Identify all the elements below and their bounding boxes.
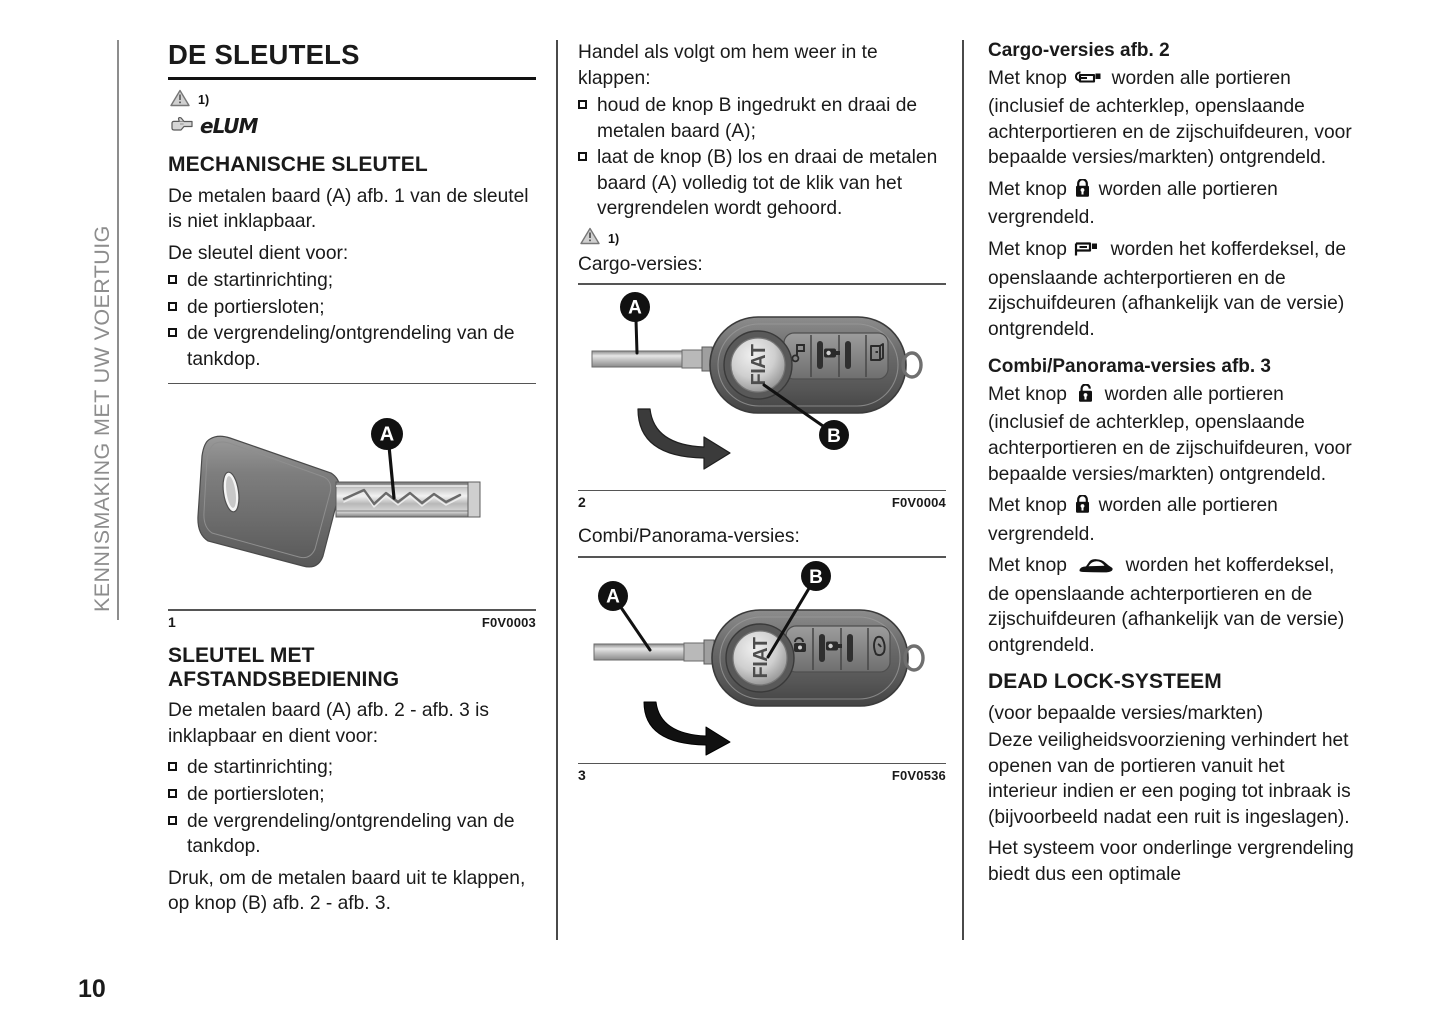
list-item (168, 268, 536, 294)
figure-2-caption (578, 494, 946, 510)
list-item (578, 93, 946, 144)
bullet-list-fold-steps (578, 93, 946, 222)
text-fragment: worden alle portieren (inclusief de achterklep, openslaande achterportieren en de zijschuifdeuren, voor bepaalde versies/markten) ontgrendeld. (988, 383, 1352, 485)
svg-text:B: B (827, 425, 841, 447)
figure-3-rule (578, 763, 946, 765)
figure-3-number: 3 (578, 767, 586, 784)
list-item (168, 321, 536, 372)
figure-2-top-rule (578, 283, 946, 285)
text-fragment: worden het kofferdeksel, de openslaande achterportieren en de zijschuifdeuren (afhankelijk van de versie) ontgrendeld. (988, 555, 1345, 656)
subtitle-cargo-versions: Cargo-versies afb. 2 (988, 40, 1170, 61)
bullet-square-icon (168, 275, 177, 284)
svg-text:A: A (379, 423, 395, 446)
figure-3-code: F0V0536 (891, 768, 946, 784)
list-item-label: de vergrendeling/ontgrendeling van de tankdop. (187, 810, 515, 858)
figure-1-number: 1 (168, 613, 176, 630)
paragraph-cargo-lock (988, 177, 1356, 231)
bullet-list-mechanical (168, 268, 536, 372)
text-fragment: Met knop (988, 178, 1067, 200)
closed-padlock-icon (1074, 179, 1091, 206)
bullet-square-icon (168, 762, 177, 771)
fob-logo-text: FIAT (750, 637, 772, 679)
closed-padlock-icon (1074, 495, 1091, 522)
column-one (168, 40, 536, 923)
paragraph-fold-intro: Handel als volgt om hem weer in te klappen: (578, 42, 878, 89)
label-combi-versions: Combi/Panorama-versies: (578, 526, 800, 548)
text-fragment: Met knop (988, 67, 1067, 89)
column-divider-1 (556, 40, 558, 940)
chapter-rule (117, 40, 119, 620)
list-item (168, 782, 536, 808)
warning-note-row (168, 89, 536, 111)
page-number: 10 (78, 975, 106, 1003)
car-boot-open-icon (1078, 556, 1114, 582)
bullet-square-icon (168, 816, 177, 825)
list-item (168, 809, 536, 860)
paragraph-remote-2: Druk, om de metalen baard uit te klappen, op knop (B) afb. 2 - afb. 3. (168, 867, 526, 915)
list-item (168, 755, 536, 781)
figure-2-rule (578, 490, 946, 492)
list-item-label: de vergrendeling/ontgrendeling van de tankdop. (187, 323, 515, 370)
list-item-label: de startinrichting; (187, 757, 334, 779)
paragraph-combi-boot (988, 553, 1356, 658)
figure-3-caption (578, 767, 946, 783)
text-fragment: worden alle portieren (inclusief de achterklep, openslaande achterportieren en de zijschuifdeuren, voor bepaalde versies/markten) ontgrendeld. (988, 67, 1352, 169)
bullet-square-icon (578, 100, 587, 109)
label-cargo-versions: Cargo-versies: (578, 253, 703, 275)
section-title-mechanical-key: MECHANISCHE SLEUTEL (168, 153, 428, 177)
paragraph-combi-unlock (988, 382, 1356, 487)
page-title: DE SLEUTELS (168, 39, 360, 70)
paragraph-cargo-unlock (988, 66, 1356, 171)
warning-note-ref: 1) (608, 231, 620, 246)
elum-note-row (168, 113, 536, 139)
column-three (988, 40, 1356, 893)
column-divider-2 (962, 40, 964, 940)
text-fragment: Met knop (988, 555, 1067, 577)
open-padlock-icon (1077, 384, 1094, 411)
text-fragment: worden alle portieren vergrendeld. (988, 495, 1278, 545)
bullet-square-icon (578, 152, 587, 161)
figure-2-code: F0V0004 (891, 495, 946, 511)
list-item (578, 145, 946, 222)
figure-1-caption (168, 614, 536, 630)
text-fragment: worden alle portieren vergrendeld. (988, 178, 1278, 229)
section-title-remote-key: SLEUTEL MET AFSTANDSBEDIENING (168, 643, 400, 692)
elum-label: eLUM (200, 114, 258, 139)
pointing-hand-icon (170, 114, 196, 139)
paragraph-cargo-boot (988, 237, 1356, 342)
bullet-list-remote (168, 755, 536, 859)
figure-1-code: F0V0003 (481, 614, 536, 630)
text-fragment: Met knop (988, 495, 1067, 517)
figure-3-artwork (578, 560, 946, 756)
title-underline (168, 77, 536, 80)
column-two (578, 40, 946, 787)
paragraph-mechanical-1: De metalen baard (A) afb. 1 van de sleutel is niet inklapbaar. (168, 185, 529, 233)
car-unlock-icon (1074, 69, 1104, 95)
list-item (168, 295, 536, 321)
figure-1 (168, 394, 536, 630)
list-item-label: laat de knop (B) los en draai de metalen baard (A) volledig tot de klik van het vergrendelen wordt gehoord. (597, 147, 938, 220)
paragraph-dead-lock-2: Het systeem voor onderlinge vergrendeling biedt dus een optimale (988, 838, 1354, 885)
paragraph-dead-lock-1: Deze veiligheidsvoorziening verhindert het openen van de portieren vanuit het interieur indien er een poging tot inbraak is (bijvoorbeeld nadat een ruit is ingeslagen). (988, 730, 1351, 828)
figure-3 (578, 560, 946, 784)
chapter-label: KENNISMAKING MET UW VOERTUIG (90, 225, 114, 612)
subtitle-combi-versions: Combi/Panorama-versies afb. 3 (988, 356, 1271, 378)
warning-note-row-2 (578, 228, 946, 250)
bullet-square-icon (168, 789, 177, 798)
svg-text:B: B (809, 566, 823, 588)
paragraph-remote-1: De metalen baard (A) afb. 2 - afb. 3 is inklapbaar en dient voor: (168, 700, 490, 747)
list-item-label: de portiersloten; (187, 296, 325, 318)
figure-2-number: 2 (578, 494, 586, 511)
paragraph-dead-lock-scope: (voor bepaalde versies/markten) (988, 702, 1264, 724)
list-item-label: de portiersloten; (187, 784, 325, 806)
svg-text:A: A (606, 586, 620, 608)
list-item-label: de startinrichting; (187, 270, 334, 292)
figure-2-artwork (578, 287, 946, 483)
svg-text:A: A (628, 297, 642, 319)
chapter-side-tab (60, 40, 118, 620)
boot-unlock-icon (1074, 240, 1103, 266)
paragraph-combi-lock (988, 493, 1356, 547)
section-title-dead-lock: DEAD LOCK-SYSTEEM (988, 670, 1222, 694)
text-fragment: Met knop (988, 238, 1067, 260)
list-item-label: houd de knop B ingedrukt en draai de metalen baard (A); (597, 95, 918, 142)
figure-3-top-rule (578, 556, 946, 558)
section-separator (168, 383, 536, 385)
figure-1-artwork (168, 394, 536, 602)
warning-triangle-icon (170, 89, 190, 112)
text-fragment: Met knop (988, 383, 1067, 405)
warning-note-ref: 1) (198, 93, 210, 108)
text-fragment: worden het kofferdeksel, de openslaande achterportieren en de zijschuifdeuren (afhankelijk van de versie) ontgrendeld. (988, 238, 1346, 340)
bullet-square-icon (168, 302, 177, 311)
bullet-square-icon (168, 328, 177, 337)
figure-2 (578, 287, 946, 511)
figure-1-rule (168, 609, 536, 611)
paragraph-mechanical-2: De sleutel dient voor: (168, 242, 349, 264)
fob-logo-text: FIAT (748, 344, 770, 386)
warning-triangle-icon (580, 227, 600, 250)
